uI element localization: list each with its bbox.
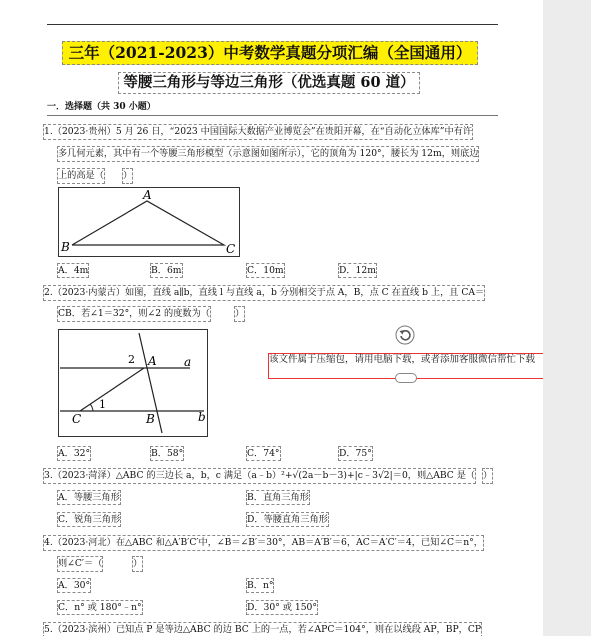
q2-option-c: C．74°	[247, 448, 280, 459]
q4-paren: ）	[132, 556, 143, 572]
q2-option-d: D．75°	[339, 448, 372, 459]
q2-parallel-lines-figure	[58, 329, 208, 437]
section-heading: 一．选择题（共 30 小题）	[47, 102, 156, 112]
q2-label-c: C	[72, 412, 82, 426]
q2-label-line-b: b	[198, 410, 206, 424]
section-rule	[47, 115, 498, 116]
q4-option-c: C．n° 或 180°﹣n°	[58, 602, 142, 613]
q3-option-c: C．锐角三角形	[58, 514, 121, 525]
q2-line1: 2.（2023·内蒙古）如图，直线 a∥b，直线 l 与直线 a，b 分别相交于点 A，B，点 C 在直线 b 上，且 CA＝	[43, 285, 485, 301]
q1-paren: ）	[122, 168, 133, 184]
q2-label-a-point: A	[148, 354, 157, 368]
q1-line3: 上的高是（	[57, 168, 105, 184]
doc-title: 三年（2021-2023）中考数学真题分项汇编（全国通用）	[62, 41, 478, 65]
q3-line1: 3.（2023·菏泽）△ABC 的三边长 a，b，c 满足（a﹣b）²+√(2a－b－3)+|c﹣3√2|＝0，则△ABC 是（	[43, 468, 476, 484]
q2-line2: CB．若∠1＝32°，则∠2 的度数为（	[57, 306, 211, 322]
q3-option-b: B．直角三角形	[247, 492, 309, 503]
q1-triangle-figure	[58, 187, 240, 257]
q4-option-a: A．30°	[58, 580, 91, 591]
q4-option-d: D．30° 或 150°	[247, 602, 317, 613]
q1-label-c: C	[226, 242, 236, 256]
q4-line1: 4.（2023·河北）在△ABC 和△A′B′C′中，∠B＝∠B′＝30°，AB＝A′B′＝6，AC＝A′C′＝4，已知∠C＝n°，	[43, 535, 484, 551]
download-notice-text: 该文件属于压缩包，请用电脑下载，或者添加客服微信帮忙下载	[269, 354, 536, 365]
q2-paren: ）	[234, 306, 245, 322]
q1-option-c: C．10m	[247, 265, 284, 276]
q2-label-b-point: B	[146, 412, 155, 426]
q4-option-b: B．n°	[247, 580, 274, 591]
q3-option-a: A．等腰三角形	[58, 492, 120, 503]
q2-option-a: A．32°	[58, 448, 91, 459]
q1-line2: 多几何元素，其中有一个等腰三角形模型（示意图如图所示），它的顶角为 120°，腰长为 12m，则底边	[57, 146, 479, 162]
q3-paren: ）	[482, 468, 493, 484]
rotate-handle-icon[interactable]	[395, 325, 415, 345]
header-rule	[47, 24, 498, 25]
doc-subtitle: 等腰三角形与等边三角形（优选真题 60 道）	[118, 72, 420, 94]
q1-line1: 1.（2023·贵州）5 月 26 日，“2023 中国国际大数据产业博览会”在贵阳开幕，在“自动化立体库”中有许	[43, 124, 473, 140]
q1-label-b: B	[61, 240, 70, 254]
q2-angle-2: 2	[128, 353, 135, 366]
q1-option-a: A．4m	[58, 265, 89, 276]
q4-line2: 则∠C′＝（	[57, 556, 103, 572]
q1-label-a: A	[143, 188, 152, 202]
annotation-resize-handle[interactable]	[395, 373, 417, 383]
q5-line1: 5.（2023·滨州）已知点 P 是等边△ABC 的边 BC 上的一点，若∠APC＝104°，则在以线段 AP，BP，CP	[43, 622, 482, 636]
q2-label-line-a: a	[184, 355, 192, 369]
q1-option-d: D．12m	[339, 265, 376, 276]
q3-option-d: D．等腰直角三角形	[247, 514, 328, 525]
viewer-scrollbar-area[interactable]	[543, 0, 591, 636]
q1-option-b: B．6m	[151, 265, 182, 276]
q2-option-b: B．58°	[151, 448, 184, 459]
q2-angle-1: 1	[99, 398, 106, 411]
